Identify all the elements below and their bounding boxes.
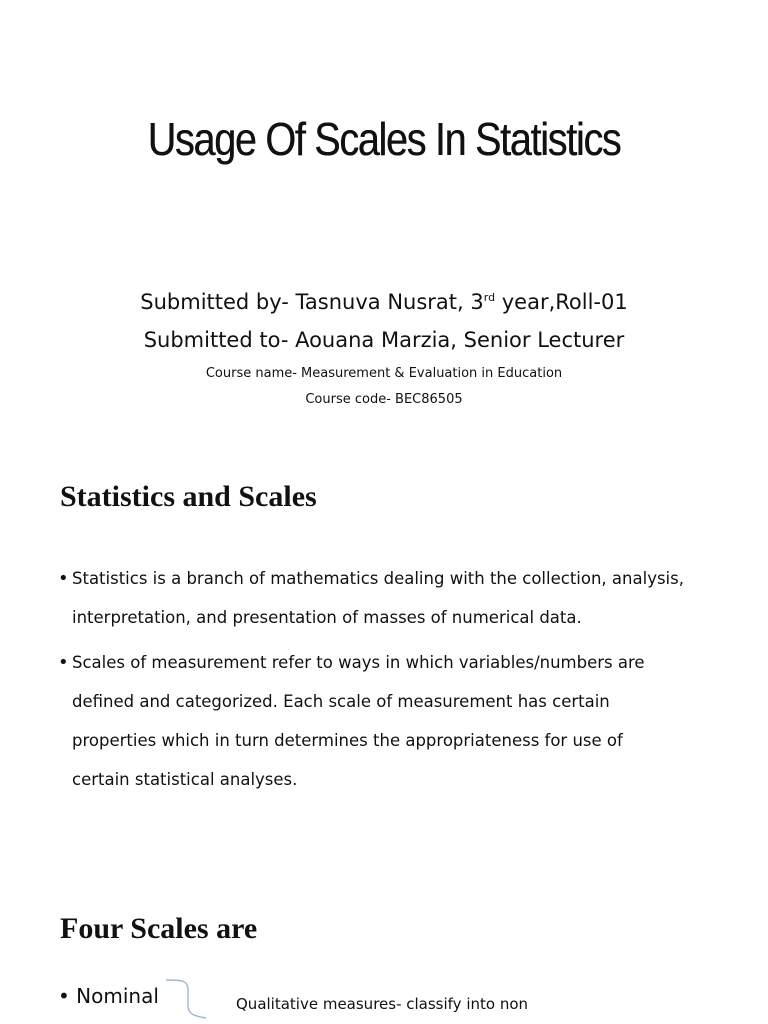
bullet-point <box>58 643 718 799</box>
section-heading-four-scales: Four Scales are <box>60 912 258 945</box>
ordinal-superscript: rd <box>483 291 496 304</box>
bullet-line: interpretation, and presentation of masses of numerical data. <box>72 608 582 627</box>
bullet-symbol: • <box>58 984 70 1008</box>
bullet-line: Statistics is a branch of mathematics dealing with the collection, analysis, <box>72 569 684 588</box>
bullet-point <box>58 559 718 637</box>
submitted-by-suffix: year,Roll-01 <box>495 290 628 314</box>
bullet-line: properties which in turn determines the appropriateness for use of <box>72 731 623 750</box>
page-title: Usage Of Scales In Statistics <box>147 113 621 165</box>
bullet-line: defined and categorized. Each scale of measurement has certain <box>72 692 610 711</box>
bullet-line: certain statistical analyses. <box>72 770 298 789</box>
curly-brace-icon <box>160 976 220 1024</box>
scale-item-nominal <box>58 984 159 1008</box>
scale-item-label: Nominal <box>76 984 159 1008</box>
course-name: Course name- Measurement & Evaluation in Education <box>205 366 563 381</box>
submitted-by-line <box>0 290 768 314</box>
submitted-to-line: Submitted to- Aouana Marzia, Senior Lecturer <box>143 328 625 352</box>
bullet-symbol: • <box>58 568 69 589</box>
submitted-by-prefix: Submitted by- Tasnuva Nusrat, 3 <box>140 290 484 314</box>
bullet-line: Scales of measurement refer to ways in which variables/numbers are <box>72 653 645 672</box>
course-code: Course code- BEC86505 <box>305 392 463 407</box>
bullet-symbol: • <box>58 652 69 673</box>
section-heading-statistics-and-scales: Statistics and Scales <box>60 480 317 513</box>
qualitative-note: Qualitative measures- classify into non <box>236 995 529 1013</box>
